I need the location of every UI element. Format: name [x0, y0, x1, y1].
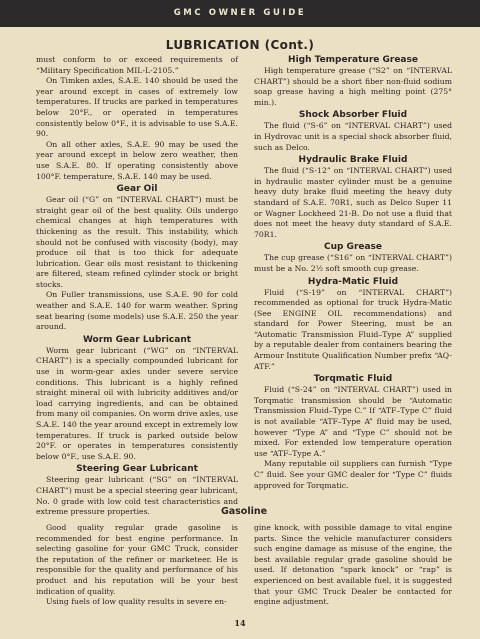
paragraph: Fluid (“S-19” on “INTERVAL CHART”) recommended as optional for truck Hydra-Matic (See ENGINE OIL recommendations) and standard for Power Steering, must be an “Automatic Transmission Fluid–Type A” supplied by a reputable dealer from containers bearing the Armour Institute Qualification Number prefix “AQ-ATF.” [254, 287, 452, 371]
section-heading: Worm Gear Lubricant [82, 334, 192, 345]
paragraph: Worm gear lubricant (“WG” on “INTERVAL CHART”) is a specially compounded lubricant for use in worm-gear axles under severe service conditions. This lubricant is a highly refined straight mineral oil with lubricity additives and/or load carrying ingredients, and can be obtained from many oil companies. On worm drive axles, use S.A.E. 140 the year around except in extremely low temperatures. If truck is parked outside below 20°F. or operates in temperatures consistently below 0°F., use S.A.E. 90. [36, 345, 238, 461]
page-number: 14 [234, 618, 246, 628]
paragraph: On Fuller transmissions, use S.A.E. 90 for cold weather and S.A.E. 140 for warm weather. Spring seat bearing (some models) use S.A.E. 250 the year around. [36, 290, 238, 332]
gasoline-right-column [254, 523, 452, 608]
gasoline-left-column [36, 523, 238, 608]
paragraph: The fluid (“S-12” on “INTERVAL CHART”) used in hydraulic master cylinder must be a genuine heavy duty brake fluid meeting the heavy duty standard of S.A.E. 70R1, such as Delco Super 11 or Wagner Lockheed 21-B. Do not use a fluid that does not meet the heavy duty standard of S.A.E. 70R1. [254, 166, 452, 239]
paragraph: On all other axles, S.A.E. 90 may be used the year around except in below zero weather, then use S.A.E. 80. If operating consistently above 100°F. temperature, S.A.E. 140 may be used. [36, 139, 238, 181]
section-heading: Shock Absorber Fluid [298, 110, 408, 121]
paragraph: Gear oil (“G” on “INTERVAL CHART”) must be straight gear oil of the best quality. Oils undergo chemical changes at high temperatures with thickening as the result. This instability, which should not be confused with viscosity (body), may produce oil that is too thick for adequate lubrication. Gear oils most resistant to thickening are filtered, steam refined cylinder stock or bright stocks. [36, 195, 238, 289]
section-heading: Hydra-Matic Fluid [307, 276, 399, 287]
running-header: GMC OWNER GUIDE [0, 0, 480, 27]
gasoline-section [36, 506, 452, 619]
section-heading: Gasoline [220, 506, 268, 517]
paragraph: Steering gear lubricant (“SG” on “INTERVAL CHART”) must be a special steering gear lubricant, No. 0 grade with low cold test characteristics and extreme pressure properties. [36, 475, 238, 517]
paragraph: High temperature grease (“S2” on “INTERVAL CHART”) should be a short fiber non-fluid sodium soap grease having a high melting point (275° min.). [254, 66, 452, 107]
gasoline-columns [36, 523, 452, 619]
paragraph: Many reputable oil suppliers can furnish “Type C” fluid. See your GMC dealer for “Type C” fluids approved for Torqmatic. [254, 459, 452, 490]
paragraph: The fluid (“S-6” on “INTERVAL CHART”) used in Hydrovac unit is a special shock absorber fluid, such as Delco. [254, 121, 452, 152]
section-heading: High Temperature Grease [288, 55, 418, 65]
section-heading: Cup Grease [323, 242, 383, 253]
paragraph: The cup grease (“S16” on “INTERVAL CHART”) must be a No. 2½ soft smooth cup grease. [254, 253, 452, 273]
paragraph: must conform to or exceed requirements of “Military Specification MIL-L-2105.” [36, 55, 238, 75]
page-title: LUBRICATION (Cont.) [165, 38, 315, 52]
section-heading: Gear Oil [116, 184, 158, 195]
paragraph: Using fuels of low quality results in severe en- [46, 597, 227, 607]
left-column [36, 55, 238, 518]
right-column [254, 55, 452, 491]
section-heading: Steering Gear Lubricant [76, 464, 198, 475]
section-heading: Hydraulic Brake Fluid [298, 155, 408, 166]
section-heading: Torqmatic Fluid [313, 374, 393, 385]
paragraph: Fluid (“S-24” on “INTERVAL CHART”) used in Torqmatic transmission should be “Automatic Transmission Fluid–Type C.” If “ATF–Type C” fluid is not available “ATF–Type A” fluid may be used, however “Type A” and “Type C” should not be mixed. For extended low temperature operation use “ATF–Type A.” [254, 385, 452, 458]
paragraph: Good quality regular grade gasoline is recommended for best engine performance. In selecting gasoline for your GMC Truck, consider the reputation of the refiner or marketeer. He is responsible for the quality and performance of his product and his reputation will be your best indication of quality. [36, 523, 238, 596]
paragraph: gine knock, with possible damage to vital engine parts. Since the vehicle manufacturer considers such engine damage as misuse of the engine, the best available regular grade gasoline should be used. If detonation “spark knock” or “rap” is experienced on best available fuel, it is suggested that your GMC Truck Dealer be contacted for engine adjustment. [254, 523, 452, 607]
paragraph: On Timken axles, S.A.E. 140 should be used the year around except in cases of extremely low temperatures. If trucks are parked in temperatures below 20°F., or operated in temperatures consistently below 0°F., it is advisable to use S.A.E. 90. [36, 76, 238, 139]
